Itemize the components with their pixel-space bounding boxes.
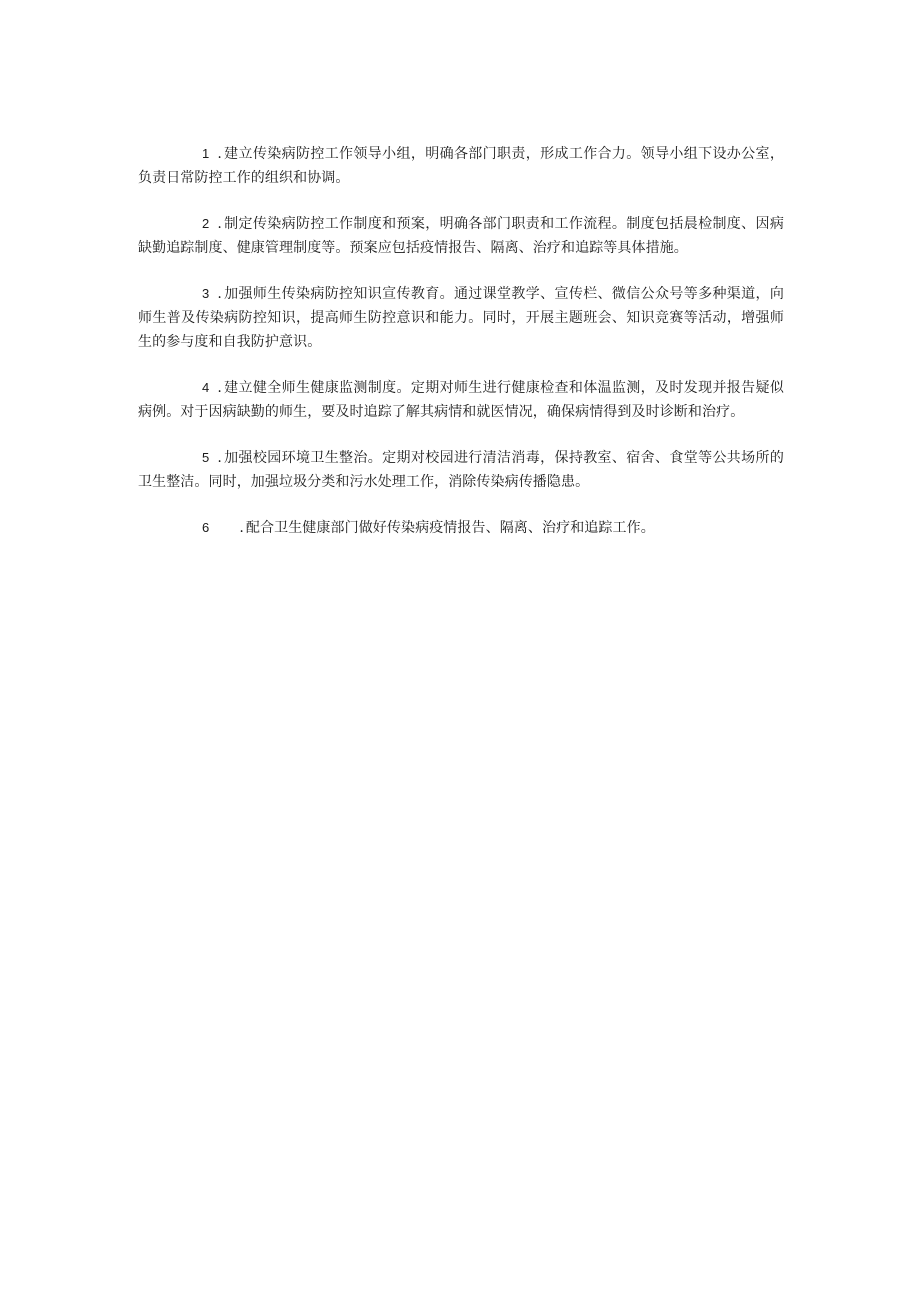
item-text: 加强校园环境卫生整治。定期对校园进行清洁消毒，保持教室、宿舍、食堂等公共场所的卫生整洁。同时，加强垃圾分类和污水处理工作，消除传染病传播隐患。: [138, 450, 784, 490]
list-item: [138, 376, 784, 424]
item-number: 1: [202, 146, 210, 161]
document-body: [138, 142, 784, 562]
item-text: 建立传染病防控工作领导小组，明确各部门职责，形成工作合力。领导小组下设办公室，负责日常防控工作的组织和协调。: [138, 146, 784, 186]
list-item: [138, 142, 784, 190]
item-number: 2: [202, 216, 210, 231]
item-text: 配合卫生健康部门做好传染病疫情报告、隔离、治疗和追踪工作。: [245, 520, 655, 536]
item-number: 4: [202, 380, 210, 395]
item-text: 制定传染病防控工作制度和预案，明确各部门职责和工作流程。制度包括晨检制度、因病缺勤追踪制度、健康管理制度等。预案应包括疫情报告、隔离、治疗和追踪等具体措施。: [138, 216, 784, 256]
item-text: 加强师生传染病防控知识宣传教育。通过课堂教学、宣传栏、微信公众号等多种渠道，向师生普及传染病防控知识，提高师生防控意识和能力。同时，开展主题班会、知识竞赛等活动，增强师生的参与度和自我防护意识。: [138, 286, 784, 350]
item-separator: .: [217, 216, 222, 232]
list-item: [138, 282, 784, 354]
item-separator: .: [239, 520, 244, 536]
item-text: 建立健全师生健康监测制度。定期对师生进行健康检查和体温监测，及时发现并报告疑似病例。对于因病缺勤的师生，要及时追踪了解其病情和就医情况，确保病情得到及时诊断和治疗。: [138, 380, 784, 420]
item-separator: .: [217, 380, 222, 396]
list-item: [138, 446, 784, 494]
item-number: 6: [202, 520, 210, 535]
item-number: 3: [202, 286, 210, 301]
list-item: [138, 516, 784, 540]
list-item: [138, 212, 784, 260]
item-separator: .: [217, 450, 222, 466]
item-separator: .: [217, 146, 222, 162]
item-separator: .: [217, 286, 222, 302]
item-number: 5: [202, 450, 210, 465]
